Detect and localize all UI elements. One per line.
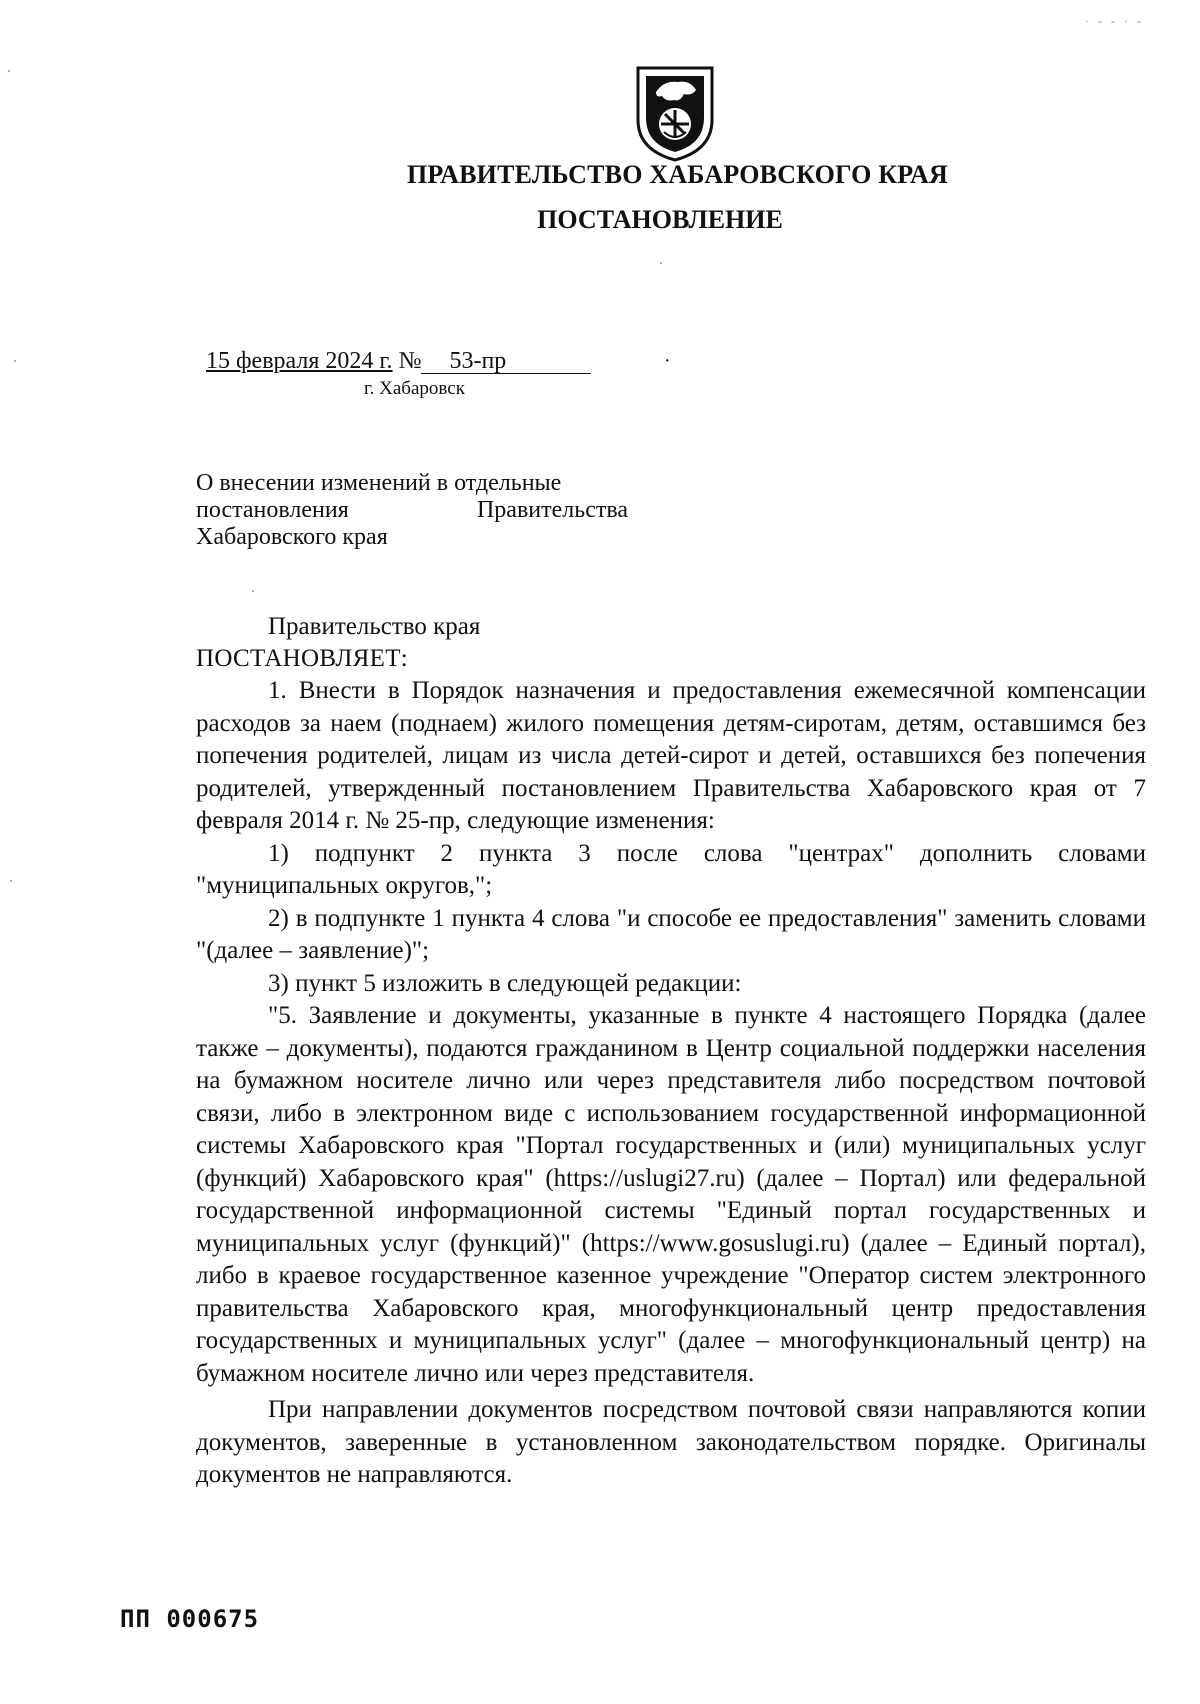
scan-speck (660, 262, 662, 264)
paragraph-subitem-1: 1) подпункт 2 пункта 3 после слова "центрах" дополнить словами "муниципальных округов,"; (196, 839, 1146, 899)
date-number-line (206, 348, 591, 375)
scan-speck (8, 70, 10, 72)
organization-title: ПРАВИТЕЛЬСТВО ХАБАРОВСКОГО КРАЯ (406, 160, 948, 189)
paragraph-subitem-3: 3) пункт 5 изложить в следующей редакции: (268, 969, 742, 997)
document-body (196, 675, 1146, 1492)
preamble-government: Правительство края (268, 613, 481, 640)
document-type-title: ПОСТАНОВЛЕНИЕ (537, 205, 783, 234)
paragraph-1: 1. Внести в Порядок назначения и предоставления ежемесячной компенсации расходов за наем (поднаем) жилого помещения детям-сиротам, детям, оставшимся без попечения родителей, лицам из числа детей-сирот и детей, оставшихся без попечения родителей, утвержденный постановлением Правительства Хабаровского края от 7 февраля 2014 г. № 25-пр, следующие изменения: (196, 677, 1146, 834)
document-city: г. Хабаровск (364, 378, 465, 399)
subject-line-2 (196, 497, 628, 524)
preamble-resolves: ПОСТАНОВЛЯЕТ: (196, 645, 409, 672)
paragraph-subitem-2: 2) в подпункте 1 пункта 4 слова "и способе ее предоставления" заменить словами "(далее – заявление)"; (196, 904, 1146, 964)
paragraph-point-5: "5. Заявление и документы, указанные в пункте 4 настоящего Порядка (далее также – документы), подаются гражданином в Центр социальной поддержки населения на бумажном носителе лично или через представителя либо посредством почтовой связи, либо в электронном виде с использованием государственной информационной системы Хабаровского края "Портал государственных и (или) муниципальных услуг (функций) Хабаровского края" (https://uslugi27.ru) (далее – Портал) или федеральной государственной информационной системы "Единый портал государственных и муниципальных услуг (функций)" (https://www.gosuslugi.ru) (далее – Единый портал), либо в краевое государственное казенное учреждение "Оператор систем электронного правительства Хабаровского края, многофункциональный центр предоставления государственных и муниципальных услуг" (далее – многофункциональный центр) на бумажном носителе лично или через представителя. (196, 1002, 1146, 1387)
paragraph-postal: При направлении документов посредством почтовой связи направляются копии документов, заверенные в установленном законодательством порядке. Оригиналы документов не направляются. (196, 1396, 1146, 1488)
subject-line-1: О внесении изменений в отдельные (196, 470, 562, 496)
subject-line-2-left: постановления (196, 497, 349, 523)
scan-speck (252, 590, 254, 592)
coat-of-arms-icon (634, 62, 716, 162)
document-date: 15 февраля 2024 г. (206, 348, 393, 374)
subject-line-2-right: Правительства (476, 497, 628, 523)
footer-document-code: ПП 000675 (120, 1605, 260, 1633)
subject-line-3: Хабаровского края (196, 524, 388, 550)
document-subject (196, 470, 628, 551)
scan-artifact: · - - · - (1085, 14, 1144, 28)
scan-mark: · (664, 350, 671, 372)
document-number: 53-пр (449, 348, 507, 374)
number-sign: № (398, 348, 422, 374)
scan-speck (14, 360, 16, 362)
scan-speck (10, 880, 12, 882)
